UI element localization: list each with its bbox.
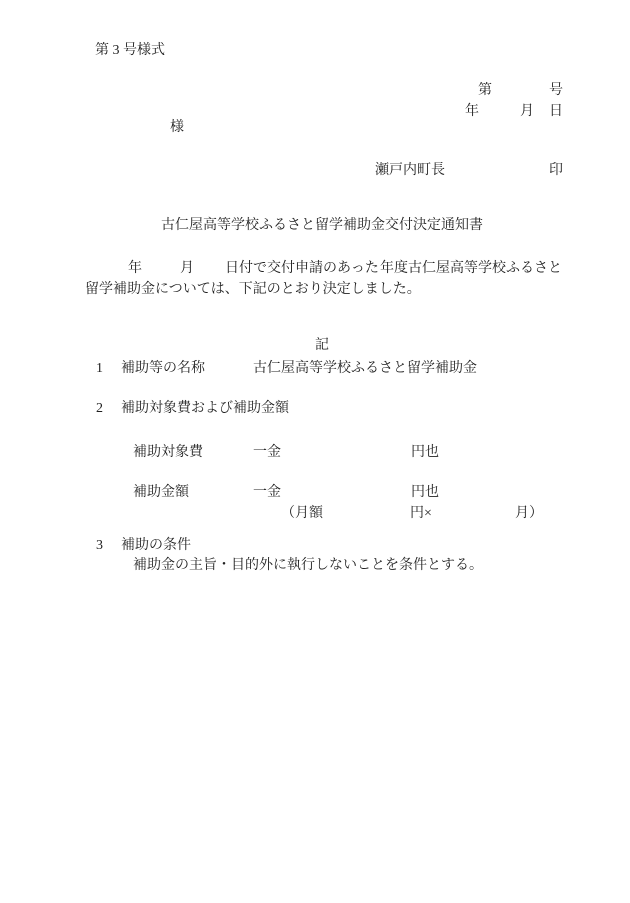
body-phrase-application: 日付で交付申請のあった [225,261,379,276]
document-title [0,202,630,233]
monthly-per-unit: 円× [410,506,432,521]
date-line [0,104,630,121]
body-phrase-fiscal: 年度古仁屋高等学校ふるさと [380,261,562,276]
condition-text: 補助金の主旨・目的外に執行しないことを条件とする。 [133,558,483,573]
doc-number-prefix: 第 [478,83,492,98]
doc-number-line [0,83,630,100]
item3-label: 補助の条件 [121,538,191,553]
monthly-row [0,506,630,523]
sender-line [0,163,630,180]
amount-row [0,485,630,502]
record-marker [0,322,630,353]
cost-label: 補助対象費 [133,445,203,460]
cost-row [0,445,630,462]
cost-yen-suffix: 円也 [411,445,439,460]
cost-kin-prefix: 一金 [253,445,281,460]
monthly-open-paren: （月額 [281,506,323,521]
date-day-label: 日 [549,104,563,119]
sender-title: 瀬戸内町長 [375,163,445,178]
date-year-label: 年 [465,104,479,119]
body-year-label: 年 [128,261,142,276]
body-line2-text: 留学補助金については、下記のとおり決定しました。 [85,282,421,297]
amount-yen-suffix: 円也 [411,485,439,500]
item1-number: 1 [96,361,103,376]
date-month-label: 月 [520,104,534,119]
document-title-text: 古仁屋高等学校ふるさと留学補助金交付決定通知書 [161,218,483,233]
addressee-line [0,120,630,137]
item3-row [0,538,630,555]
item2-number: 2 [96,401,103,416]
condition-row [0,558,630,575]
item2-label: 補助対象費および補助金額 [121,401,289,416]
item1-row [0,361,630,378]
form-number-line [0,43,630,60]
body-month-label: 月 [180,261,194,276]
form-number: 第 3 号様式 [95,43,165,58]
amount-kin-prefix: 一金 [253,485,281,500]
doc-number-suffix: 号 [549,83,563,98]
item2-row [0,401,630,418]
item1-value: 古仁屋高等学校ふるさと留学補助金 [253,361,477,376]
monthly-close-paren: 月） [515,506,543,521]
amount-label: 補助金額 [133,485,189,500]
record-marker-text: 記 [315,338,329,353]
body-paragraph-line2 [0,282,630,299]
item3-number: 3 [96,538,103,553]
body-paragraph-line1 [0,261,630,278]
addressee-honorific: 様 [170,120,184,135]
seal-mark: 印 [549,163,563,178]
item1-label: 補助等の名称 [121,361,205,376]
